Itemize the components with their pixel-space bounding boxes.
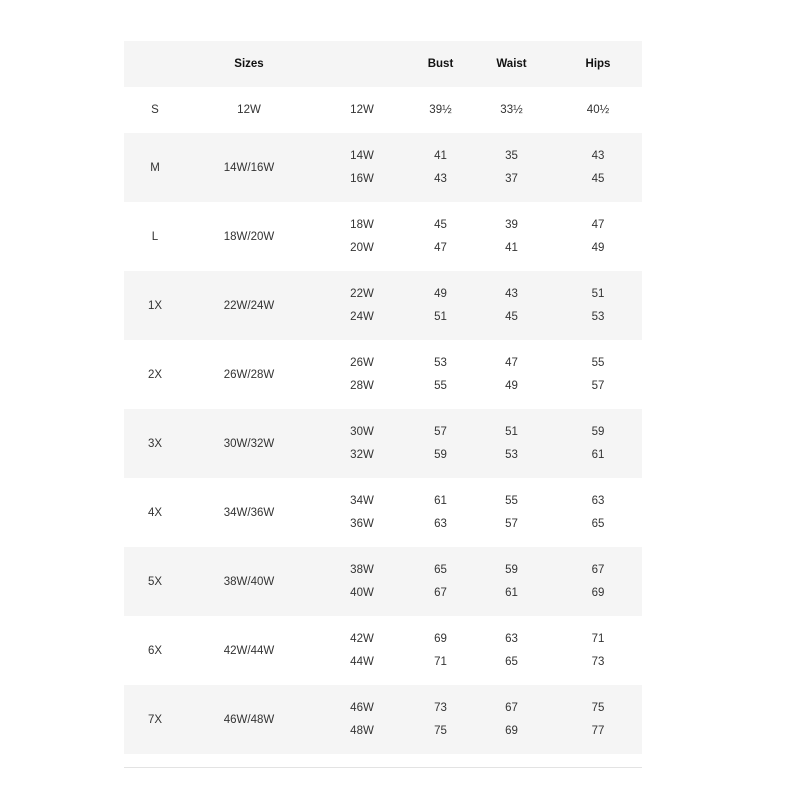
size-range-cell: 22W/24W — [186, 271, 312, 340]
w-size-cell — [312, 87, 412, 133]
table-row — [124, 87, 642, 133]
waist-cell-value: 33½ — [500, 103, 523, 116]
hips-cell-value: 77 — [591, 724, 605, 737]
hips-cell-value: 40½ — [586, 103, 610, 116]
table-row — [124, 616, 642, 685]
waist-cell-value: 45 — [505, 310, 518, 323]
hips-cell-value: 43 — [591, 149, 605, 162]
w-size-cell-value: 18W — [350, 218, 374, 231]
waist-cell — [469, 547, 554, 616]
waist-cell-value: 67 — [505, 701, 518, 714]
w-size-cell — [312, 409, 412, 478]
w-size-cell-value: 30W — [350, 425, 374, 438]
bottom-divider — [124, 767, 642, 768]
bust-cell-value: 61 — [434, 494, 447, 507]
table-row — [124, 685, 642, 754]
w-size-cell — [312, 133, 412, 202]
hips-cell-value: 47 — [591, 218, 605, 231]
hips-cell-value: 67 — [591, 563, 605, 576]
hips-cell — [554, 133, 642, 202]
size-range-cell: 18W/20W — [223, 230, 275, 243]
waist-cell-value: 39 — [505, 218, 518, 231]
size-chart-body — [124, 87, 642, 754]
waist-cell — [469, 202, 554, 271]
bust-cell — [412, 133, 469, 202]
hips-cell-value: 73 — [591, 655, 605, 668]
bust-cell-value: 57 — [434, 425, 447, 438]
bust-cell — [412, 340, 469, 409]
bust-cell — [412, 202, 469, 271]
hips-cell-value: 51 — [591, 287, 605, 300]
waist-cell-value: 61 — [505, 586, 518, 599]
hips-cell — [554, 202, 642, 271]
bust-cell-value: 53 — [434, 356, 447, 369]
bust-cell-value: 49 — [434, 287, 447, 300]
table-row — [124, 133, 642, 202]
waist-cell-value: 49 — [505, 379, 518, 392]
hips-cell-value: 45 — [591, 172, 605, 185]
w-size-cell — [312, 547, 412, 616]
bust-cell-value: 63 — [434, 517, 447, 530]
w-size-cell-value: 46W — [350, 701, 374, 714]
bust-cell-value: 55 — [434, 379, 447, 392]
bust-cell-value: 41 — [434, 149, 447, 162]
waist-cell-value: 47 — [505, 356, 518, 369]
header-waist: Waist — [469, 41, 554, 87]
table-row — [124, 271, 642, 340]
bust-cell-value: 67 — [434, 586, 447, 599]
w-size-cell-value: 20W — [350, 241, 374, 254]
waist-cell — [469, 87, 554, 133]
size-label-cell: 2X — [147, 368, 163, 381]
hips-cell — [554, 478, 642, 547]
bust-cell — [412, 409, 469, 478]
bust-cell-value: 65 — [434, 563, 447, 576]
hips-cell-value: 69 — [591, 586, 605, 599]
bust-cell-value: 39½ — [429, 103, 452, 116]
bust-cell-value: 71 — [434, 655, 447, 668]
bust-cell — [412, 616, 469, 685]
hips-cell-value: 65 — [591, 517, 605, 530]
size-range-cell: 14W/16W — [186, 133, 312, 202]
w-size-cell — [312, 271, 412, 340]
waist-cell-value: 35 — [505, 149, 518, 162]
header-blank-2 — [312, 41, 412, 87]
table-row — [124, 547, 642, 616]
w-size-cell-value: 24W — [350, 310, 374, 323]
waist-cell-value: 53 — [505, 448, 518, 461]
w-size-cell-value: 40W — [350, 586, 374, 599]
bust-cell — [412, 271, 469, 340]
w-size-cell-value: 32W — [350, 448, 374, 461]
w-size-cell-value: 42W — [350, 632, 374, 645]
size-range-cell: 38W/40W — [186, 547, 312, 616]
hips-cell-value: 53 — [591, 310, 605, 323]
hips-cell-value: 49 — [591, 241, 605, 254]
bust-cell-value: 43 — [434, 172, 447, 185]
size-label-cell: 4X — [147, 506, 163, 519]
w-size-cell-value: 26W — [350, 356, 374, 369]
waist-cell-value: 41 — [505, 241, 518, 254]
bust-cell-value: 73 — [434, 701, 447, 714]
hips-cell — [554, 87, 642, 133]
w-size-cell-value: 34W — [350, 494, 374, 507]
waist-cell — [469, 340, 554, 409]
table-row — [124, 409, 642, 478]
hips-cell — [554, 547, 642, 616]
w-size-cell — [312, 685, 412, 754]
waist-cell-value: 55 — [505, 494, 518, 507]
header-hips: Hips — [554, 41, 642, 87]
waist-cell — [469, 409, 554, 478]
size-label-cell: M — [124, 133, 186, 202]
header-bust: Bust — [412, 41, 469, 87]
w-size-cell-value: 14W — [350, 149, 374, 162]
bust-cell-value: 59 — [434, 448, 447, 461]
bust-cell-value: 47 — [434, 241, 447, 254]
hips-cell — [554, 340, 642, 409]
hips-cell — [554, 409, 642, 478]
bust-cell — [412, 547, 469, 616]
size-label-cell: 6X — [147, 644, 163, 657]
w-size-cell-value: 28W — [350, 379, 374, 392]
waist-cell-value: 57 — [505, 517, 518, 530]
size-range-cell: 46W/48W — [186, 685, 312, 754]
hips-cell — [554, 685, 642, 754]
size-chart-table — [124, 41, 642, 754]
w-size-cell — [312, 340, 412, 409]
w-size-cell-value: 38W — [350, 563, 374, 576]
hips-cell — [554, 616, 642, 685]
bust-cell — [412, 685, 469, 754]
table-row — [124, 340, 642, 409]
size-range-cell: 42W/44W — [223, 644, 275, 657]
waist-cell — [469, 271, 554, 340]
header-row — [124, 41, 642, 87]
size-label-cell: 1X — [124, 271, 186, 340]
bust-cell-value: 69 — [434, 632, 447, 645]
header-sizes: Sizes — [186, 41, 312, 87]
table-row — [124, 478, 642, 547]
size-label-cell: 5X — [124, 547, 186, 616]
waist-cell-value: 59 — [505, 563, 518, 576]
hips-cell-value: 71 — [591, 632, 605, 645]
size-label-cell: 7X — [124, 685, 186, 754]
hips-cell-value: 59 — [591, 425, 605, 438]
hips-cell-value: 61 — [591, 448, 605, 461]
w-size-cell-value: 22W — [350, 287, 374, 300]
bust-cell — [412, 87, 469, 133]
table-row — [124, 202, 642, 271]
waist-cell-value: 63 — [505, 632, 518, 645]
waist-cell-value: 65 — [505, 655, 518, 668]
bust-cell — [412, 478, 469, 547]
w-size-cell-value: 48W — [350, 724, 374, 737]
hips-cell-value: 63 — [591, 494, 605, 507]
w-size-cell-value: 36W — [350, 517, 374, 530]
bust-cell-value: 51 — [434, 310, 447, 323]
size-range-cell: 30W/32W — [186, 409, 312, 478]
size-range-cell: 26W/28W — [223, 368, 275, 381]
w-size-cell — [312, 616, 412, 685]
size-label-cell: 3X — [124, 409, 186, 478]
size-label-cell: L — [151, 230, 159, 243]
waist-cell — [469, 685, 554, 754]
hips-cell — [554, 271, 642, 340]
waist-cell-value: 69 — [505, 724, 518, 737]
waist-cell — [469, 133, 554, 202]
waist-cell — [469, 616, 554, 685]
w-size-cell — [312, 478, 412, 547]
waist-cell-value: 43 — [505, 287, 518, 300]
hips-cell-value: 75 — [591, 701, 605, 714]
bust-cell-value: 75 — [434, 724, 447, 737]
waist-cell-value: 37 — [505, 172, 518, 185]
w-size-cell-value: 12W — [350, 103, 374, 116]
w-size-cell — [312, 202, 412, 271]
hips-cell-value: 57 — [591, 379, 605, 392]
waist-cell — [469, 478, 554, 547]
waist-cell-value: 51 — [505, 425, 518, 438]
bust-cell-value: 45 — [434, 218, 447, 231]
size-range-cell: 12W — [237, 104, 261, 116]
size-label-cell: S — [151, 104, 159, 116]
size-range-cell: 34W/36W — [223, 506, 275, 519]
hips-cell-value: 55 — [591, 356, 605, 369]
w-size-cell-value: 44W — [350, 655, 374, 668]
w-size-cell-value: 16W — [350, 172, 374, 185]
header-blank — [124, 41, 186, 87]
